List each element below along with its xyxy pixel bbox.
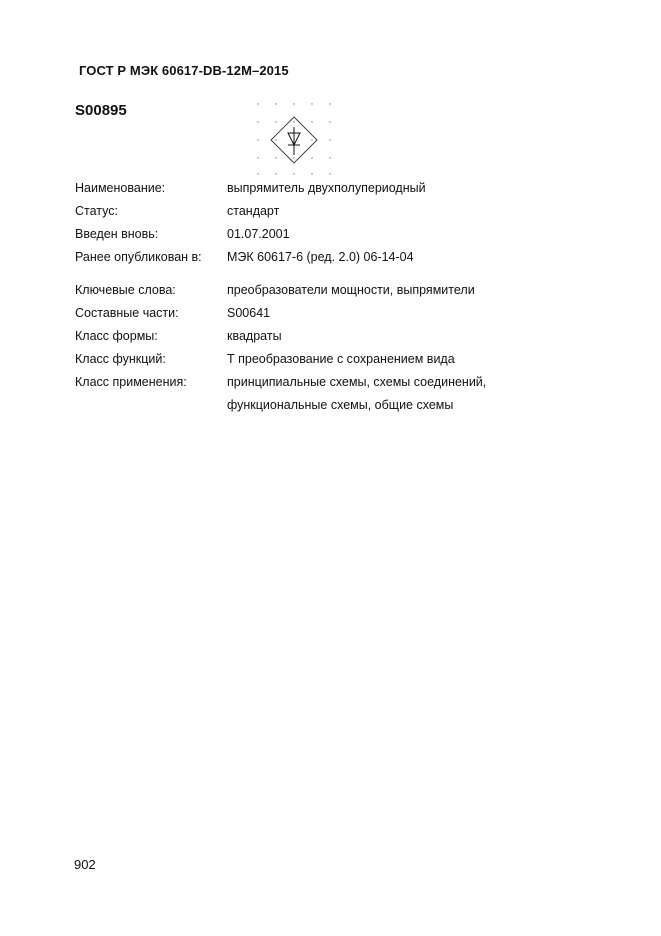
field-value: 01.07.2001 [227,227,290,241]
field-label: Введен вновь: [75,227,159,241]
field-label: Ключевые слова: [75,283,176,297]
field-label: Ранее опубликован в: [75,250,202,264]
document-header: ГОСТ Р МЭК 60617-DB-12M–2015 [79,63,289,78]
symbol-graphic [255,101,333,177]
field-value: Т преобразование с сохранением вида [227,352,455,366]
field-value: МЭК 60617-6 (ред. 2.0) 06-14-04 [227,250,414,264]
field-value: S00641 [227,306,271,320]
field-value: стандарт [227,204,280,218]
field-value: преобразователи мощности, выпрямители [227,283,475,297]
field-label: Составные части: [75,306,179,320]
field-value: квадраты [227,329,282,343]
field-label: Наименование: [75,181,166,195]
page-number: 902 [74,857,96,872]
field-label: Класс функций: [75,352,166,366]
field-label: Класс применения: [75,375,187,389]
field-value: принципиальные схемы, схемы соединений, [227,375,487,389]
field-label: Класс формы: [75,329,158,343]
field-value: функциональные схемы, общие схемы [227,398,454,412]
symbol-id: S00895 [75,102,127,119]
field-label: Статус: [75,204,118,218]
diamond-with-diode-rectifier-icon [255,101,333,177]
field-value: выпрямитель двухполупериодный [227,181,426,195]
